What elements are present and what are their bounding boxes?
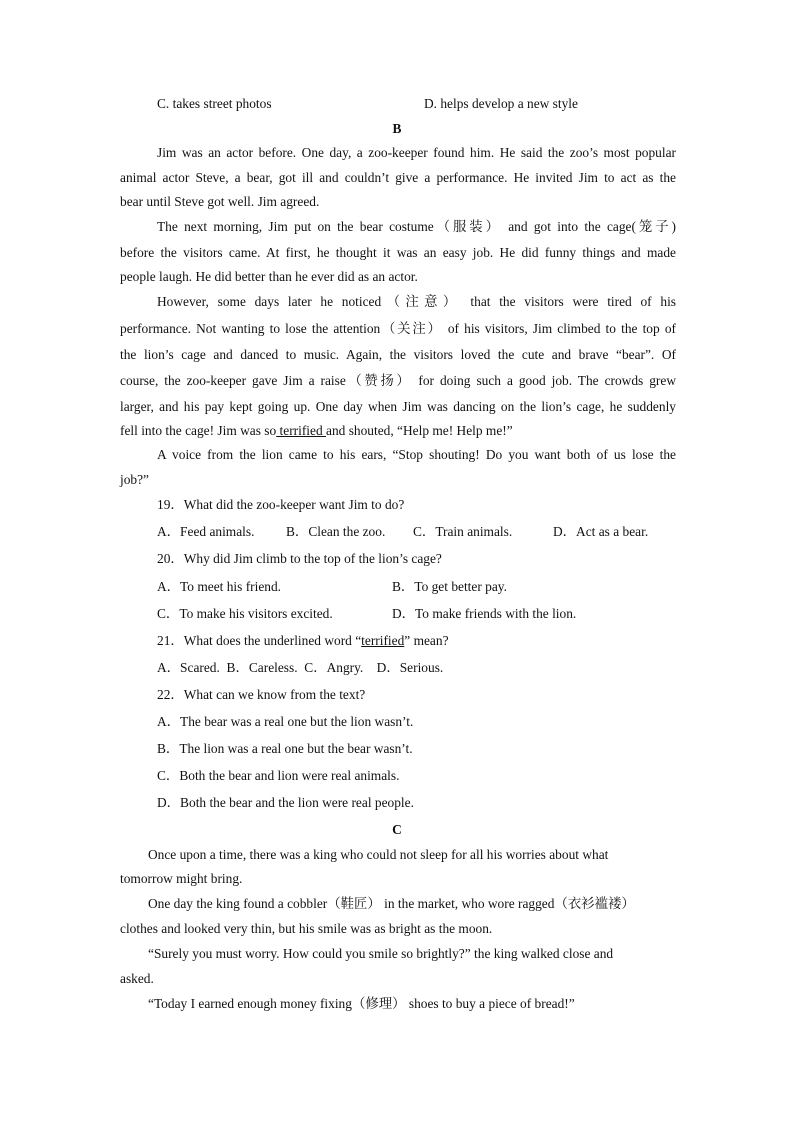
passage-c-p4-line1: “Today I earned enough money fixing（修理） shoes to buy a piece of bread!” [148, 996, 575, 1011]
question-21-text: 21．What does the underlined word “ [157, 633, 362, 648]
underlined-word-terrified: terrified [276, 423, 327, 438]
question-20-option-d: D．To make friends with the lion. [392, 606, 577, 621]
passage-c-p1-line2: tomorrow might bring. [120, 871, 243, 886]
passage-b-p1-line3: bear until Steve got well. Jim agreed. [120, 194, 320, 209]
question-22-stem: 22．What can we know from the text? [157, 687, 366, 702]
passage-c-p2-line1: One day the king found a cobbler（鞋匠） in the market, who wore ragged（衣衫褴褛） [148, 896, 635, 911]
question-20-option-b: B．To get better pay. [392, 579, 507, 594]
passage-c-p3-line1: “Surely you must worry. How could you smile so brightly?” the king walked close and [148, 946, 614, 961]
question-19-stem: 19．What did the zoo-keeper want Jim to do? [157, 497, 405, 512]
passage-b-p2-line3: people laugh. He did better than he ever did as an actor. [120, 269, 418, 284]
question-21-stem [157, 633, 449, 649]
option-c-previous: C. takes street photos [157, 96, 272, 111]
passage-b-p1-line2: animal actor Steve, a bear, got ill and couldn’t give a performance. He invited Jim to act as the [120, 170, 676, 185]
passage-b-p2-line2: before the visitors came. At first, he thought it was an easy job. He did funny things and made [120, 245, 676, 260]
question-19-option-d: D．Act as a bear. [553, 524, 649, 539]
question-21-text: ” mean? [404, 633, 449, 648]
passage-b-p4-line2: job?” [120, 472, 149, 487]
passage-b-p2-line1: The next morning, Jim put on the bear costume（服装） and got into the cage(笼子) [157, 219, 676, 234]
passage-b-p3-line5: larger, and his pay kept going up. One day when Jim was dancing on the lion’s cage, he suddenly [120, 399, 676, 414]
passage-b-text: and shouted, “Help me! Help me!” [326, 423, 513, 438]
question-21-options: A．Scared. B．Careless. C．Angry. D．Serious. [157, 660, 444, 675]
passage-b-text: fell into the cage! Jim was so [120, 423, 277, 438]
passage-b-p3-line1: However, some days later he noticed（注意） that the visitors were tired of his [157, 294, 676, 309]
question-19-option-c: C．Train animals. [413, 524, 513, 539]
underlined-word-terrified: terrified [361, 633, 405, 648]
passage-c-p3-line2: asked. [120, 971, 154, 986]
question-22-option-b: B．The lion was a real one but the bear wasn’t. [157, 741, 413, 756]
passage-b-p3-line2: performance. Not wanting to lose the attention（关注） of his visitors, Jim climbed to the top of [120, 321, 676, 336]
question-19-option-a: A．Feed animals. [157, 524, 255, 539]
passage-b-p3-line4: course, the zoo-keeper gave Jim a raise（赞扬） for doing such a good job. The crowds grew [120, 373, 676, 388]
passage-c-p1-line1: Once upon a time, there was a king who could not sleep for all his worries about what [148, 847, 609, 862]
question-22-option-d: D．Both the bear and the lion were real people. [157, 795, 414, 810]
section-c-heading: C [392, 822, 402, 837]
question-20-stem: 20．Why did Jim climb to the top of the lion’s cage? [157, 551, 442, 566]
question-19-option-b: B．Clean the zoo. [286, 524, 386, 539]
question-20-option-c: C．To make his visitors excited. [157, 606, 333, 621]
option-d-previous: D. helps develop a new style [424, 96, 578, 111]
passage-b-p4-line1: A voice from the lion came to his ears, “Stop shouting! Do you want both of us lose the [157, 447, 676, 462]
section-b-heading: B [392, 121, 402, 136]
passage-b-p3-line6 [120, 423, 676, 439]
passage-b-p3-line3: the lion’s cage and danced to music. Again, the visitors loved the cute and brave “bear”. Of [120, 347, 676, 362]
passage-c-p2-line2: clothes and looked very thin, but his smile was as bright as the moon. [120, 921, 493, 936]
question-22-option-a: A．The bear was a real one but the lion wasn’t. [157, 714, 414, 729]
question-20-option-a: A．To meet his friend. [157, 579, 282, 594]
passage-b-p1-line1: Jim was an actor before. One day, a zoo-keeper found him. He said the zoo’s most popular [157, 145, 676, 160]
question-22-option-c: C．Both the bear and lion were real animals. [157, 768, 400, 783]
